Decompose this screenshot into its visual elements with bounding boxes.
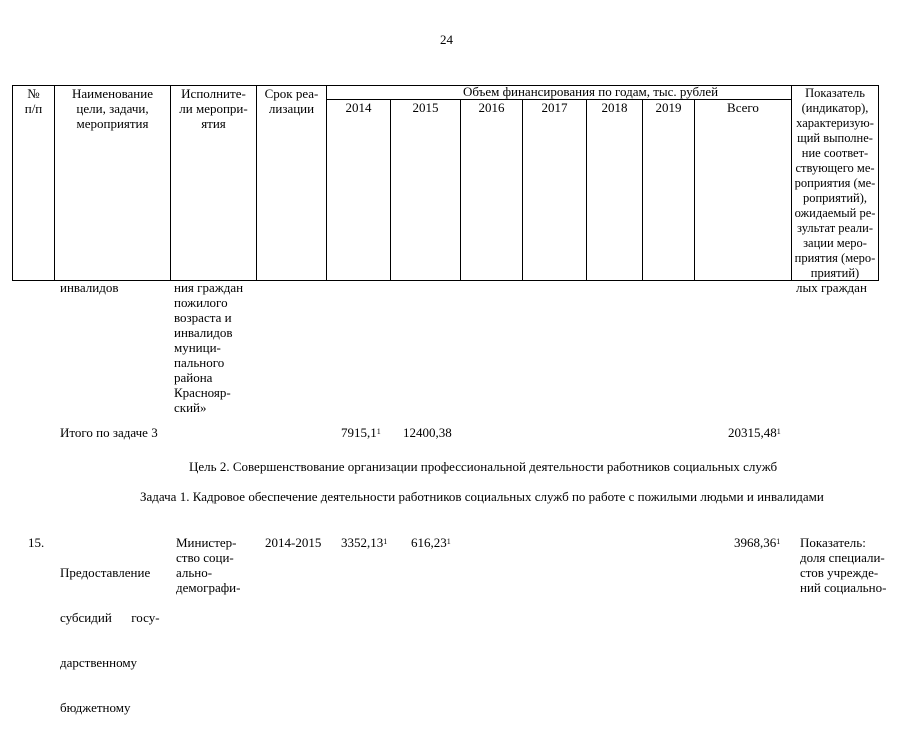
header-year-2014: 2014 (345, 100, 372, 115)
cont-executor-line: пожилого (174, 295, 228, 310)
footnote-mark: 1 (776, 427, 781, 436)
indicator-line: ожидаемый ре- (794, 206, 876, 220)
row15-num: 15. (28, 535, 45, 550)
cont-executor-line: пального (174, 355, 225, 370)
row15-name-line: субсидий госу- (60, 610, 160, 625)
header-executor-line: ятия (201, 116, 226, 131)
indicator-line: зультат реали- (797, 221, 873, 235)
row15-executor-line: Министер- (176, 535, 237, 550)
row15-total-value: 3968,36 (734, 535, 777, 550)
row15-name (60, 535, 166, 745)
header-term-line: Срок реа- (264, 86, 319, 101)
task-heading: Задача 1. Кадровое обеспечение деятельности работников социальных служб по работе с пожилыми людьми и инвалидами (140, 489, 824, 504)
indicator-line: ствующего ме- (795, 161, 875, 175)
row15-executor-line: ство соци- (176, 550, 234, 565)
header-funding-title: Объем финансирования по годам, тыс. рублей (462, 84, 719, 99)
total-sum-value: 20315,48 (728, 425, 777, 440)
header-executor-line: ли меропри- (179, 101, 248, 116)
indicator-line: щий выполне- (797, 131, 873, 145)
total-2014-value: 7915,1 (341, 425, 377, 440)
row15-total (734, 535, 780, 550)
row15-2015-value: 616,23 (411, 535, 447, 550)
cont-name: инвалидов (60, 280, 119, 295)
indicator-line: (индикатор), (801, 101, 869, 115)
total-2014 (341, 425, 381, 440)
row15-name-line: бюджетному (60, 700, 131, 715)
header-year-2015: 2015 (412, 100, 439, 115)
header-name-line: цели, задачи, (76, 101, 149, 116)
cont-executor-line: возраста и (174, 310, 232, 325)
header-year-2016: 2016 (478, 100, 505, 115)
row15-term: 2014-2015 (265, 535, 322, 550)
row15-name-line: дарственному (60, 655, 138, 670)
footnote-mark: 1 (376, 427, 381, 436)
header-term (257, 86, 326, 116)
footnote-mark: 1 (383, 537, 388, 546)
row15-2014 (341, 535, 387, 550)
row15-indicator-line: стов учрежде- (800, 565, 879, 580)
indicator-line: роприятия (ме- (794, 176, 876, 190)
header-total: Всего (727, 100, 759, 115)
total-sum (728, 425, 781, 440)
cont-indicator: лых граждан (796, 280, 867, 295)
cont-executor-line: муници- (174, 340, 221, 355)
row15-indicator-line: Показатель: (800, 535, 866, 550)
indicator-line: приятий) (810, 266, 860, 280)
header-executor-line: Исполните- (181, 86, 246, 101)
header-term-line: лизации (268, 101, 315, 116)
indicator-line: приятия (меро- (794, 251, 876, 265)
indicator-line: характеризую- (796, 116, 874, 130)
header-name (55, 86, 170, 131)
indicator-line: роприятий), (802, 191, 867, 205)
row15-2015 (411, 535, 451, 550)
footnote-mark: 1 (776, 537, 781, 546)
row15-executor-line: ально- (176, 565, 213, 580)
indicator-line: Показатель (805, 86, 865, 100)
header-name-line: Наименование (72, 86, 153, 101)
row15-indicator-line: доля специали- (800, 550, 885, 565)
indicator-line: ние соответ- (801, 146, 869, 160)
footnote-mark: 1 (446, 537, 451, 546)
total-2015: 12400,38 (403, 425, 452, 440)
row15-indicator-line: ний социально- (800, 580, 887, 595)
header-num (13, 86, 54, 116)
header-name-line: мероприятия (76, 116, 149, 131)
header-num-line: № (27, 86, 40, 101)
header-year-2019: 2019 (655, 100, 682, 115)
goal-heading: Цель 2. Совершенствование организации профессиональной деятельности работников социальных служб (189, 459, 778, 474)
cont-executor-line: инвалидов (174, 325, 233, 340)
cont-executor-line: ния граждан (174, 280, 244, 295)
header-num-line: п/п (24, 101, 43, 116)
row15-2014-value: 3352,13 (341, 535, 384, 550)
cont-executor-line: ский» (174, 400, 207, 415)
cont-executor-line: района (174, 370, 213, 385)
cont-executor-line: Краснояр- (174, 385, 231, 400)
page-number: 24 (440, 32, 453, 47)
header-year-2018: 2018 (601, 100, 628, 115)
header-executor (171, 86, 256, 131)
row15-indicator (800, 535, 890, 595)
row15-executor (176, 535, 256, 595)
indicator-line: зации меро- (803, 236, 867, 250)
cont-executor (174, 280, 256, 415)
total-label: Итого по задаче 3 (60, 425, 158, 440)
row15-executor-line: демографи- (176, 580, 241, 595)
header-year-2017: 2017 (541, 100, 568, 115)
row15-name-line: Предоставление (60, 565, 151, 580)
header-indicator (792, 86, 878, 281)
